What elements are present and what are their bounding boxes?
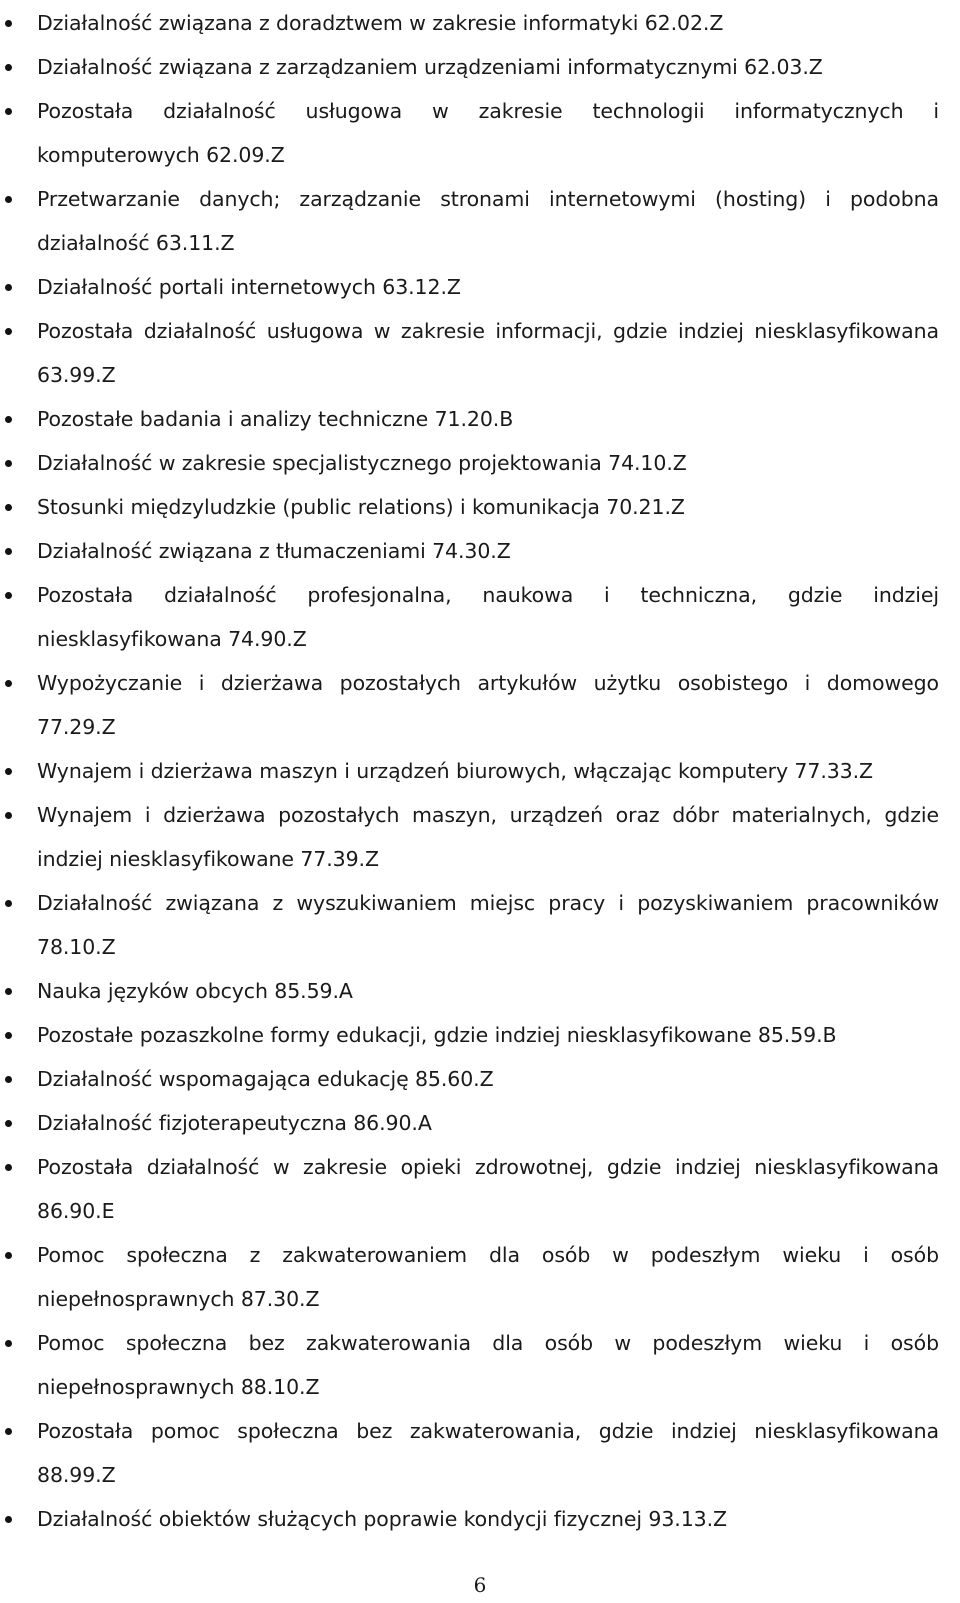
list-item	[37, 1145, 939, 1233]
list-item-text: Działalność portali internetowych 63.12.Z	[37, 275, 461, 299]
bullet-icon	[5, 1252, 12, 1259]
bullet-icon	[5, 988, 12, 995]
list-item	[37, 309, 939, 397]
list-item-text: Pozostała działalność profesjonalna, naukowa i techniczna, gdzie indziej niesklasyfikowana 74.90.Z	[37, 583, 939, 651]
bullet-icon	[5, 812, 12, 819]
list-item-text: Pozostała działalność w zakresie opieki zdrowotnej, gdzie indziej niesklasyfikowana 86.90.E	[37, 1155, 939, 1223]
list-item-text: Działalność wspomagająca edukację 85.60.Z	[37, 1067, 494, 1091]
list-item	[37, 529, 939, 573]
bullet-icon	[5, 1032, 12, 1039]
page-number: 6	[473, 1573, 487, 1597]
list-item-text: Działalność obiektów służących poprawie kondycji fizycznej 93.13.Z	[37, 1507, 727, 1531]
list-item-text: Wypożyczanie i dzierżawa pozostałych artykułów użytku osobistego i domowego 77.29.Z	[37, 671, 939, 739]
list-item-text: Wynajem i dzierżawa maszyn i urządzeń biurowych, włączając komputery 77.33.Z	[37, 759, 873, 783]
list-item-text: Działalność w zakresie specjalistycznego projektowania 74.10.Z	[37, 451, 687, 475]
bullet-icon	[5, 680, 12, 687]
list-item	[37, 177, 939, 265]
list-item	[37, 1013, 939, 1057]
bullet-icon	[5, 1340, 12, 1347]
bullet-icon	[5, 548, 12, 555]
list-item-text: Stosunki międzyludzkie (public relations) i komunikacja 70.21.Z	[37, 495, 685, 519]
list-item	[37, 1321, 939, 1409]
list-item-text: Pozostała działalność usługowa w zakresie technologii informatycznych i komputerowych 62.09.Z	[37, 99, 939, 167]
list-item	[37, 89, 939, 177]
bullet-icon	[5, 1120, 12, 1127]
list-item	[37, 573, 939, 661]
list-item	[37, 749, 939, 793]
list-item	[37, 441, 939, 485]
list-item-text: Nauka języków obcych 85.59.A	[37, 979, 353, 1003]
activity-list	[37, 1, 939, 1541]
bullet-icon	[5, 1076, 12, 1083]
list-item-text: Działalność związana z doradztwem w zakresie informatyki 62.02.Z	[37, 11, 724, 35]
list-item	[37, 265, 939, 309]
list-item	[37, 1, 939, 45]
list-item-text: Przetwarzanie danych; zarządzanie stronami internetowymi (hosting) i podobna działalność 63.11.Z	[37, 187, 939, 255]
list-item-text: Działalność fizjoterapeutyczna 86.90.A	[37, 1111, 432, 1135]
bullet-icon	[5, 1428, 12, 1435]
list-item	[37, 1101, 939, 1145]
list-item-text: Działalność związana z tłumaczeniami 74.30.Z	[37, 539, 511, 563]
list-item-text: Działalność związana z wyszukiwaniem miejsc pracy i pozyskiwaniem pracowników 78.10.Z	[37, 891, 939, 959]
bullet-icon	[5, 768, 12, 775]
bullet-icon	[5, 1516, 12, 1523]
list-item-text: Pozostałe pozaszkolne formy edukacji, gdzie indziej niesklasyfikowane 85.59.B	[37, 1023, 837, 1047]
list-item-text: Pomoc społeczna z zakwaterowaniem dla osób w podeszłym wieku i osób niepełnosprawnych 87.30.Z	[37, 1243, 939, 1311]
bullet-icon	[5, 284, 12, 291]
list-item	[37, 969, 939, 1013]
list-item	[37, 397, 939, 441]
list-item-text: Działalność związana z zarządzaniem urządzeniami informatycznymi 62.03.Z	[37, 55, 823, 79]
list-item	[37, 485, 939, 529]
list-item	[37, 1497, 939, 1541]
bullet-icon	[5, 20, 12, 27]
bullet-icon	[5, 460, 12, 467]
list-item	[37, 793, 939, 881]
bullet-icon	[5, 196, 12, 203]
list-item-text: Pozostała działalność usługowa w zakresie informacji, gdzie indziej niesklasyfikowana 63.99.Z	[37, 319, 939, 387]
list-item-text: Pozostała pomoc społeczna bez zakwaterowania, gdzie indziej niesklasyfikowana 88.99.Z	[37, 1419, 939, 1487]
list-item-text: Wynajem i dzierżawa pozostałych maszyn, urządzeń oraz dóbr materialnych, gdzie indziej niesklasyfikowane 77.39.Z	[37, 803, 939, 871]
list-item	[37, 661, 939, 749]
list-item	[37, 1057, 939, 1101]
list-item-text: Pomoc społeczna bez zakwaterowania dla osób w podeszłym wieku i osób niepełnosprawnych 88.10.Z	[37, 1331, 939, 1399]
bullet-icon	[5, 108, 12, 115]
bullet-icon	[5, 416, 12, 423]
bullet-icon	[5, 64, 12, 71]
list-item	[37, 45, 939, 89]
list-item	[37, 1233, 939, 1321]
bullet-icon	[5, 504, 12, 511]
bullet-icon	[5, 1164, 12, 1171]
list-item-text: Pozostałe badania i analizy techniczne 71.20.B	[37, 407, 514, 431]
list-item	[37, 881, 939, 969]
bullet-icon	[5, 592, 12, 599]
bullet-icon	[5, 328, 12, 335]
list-item	[37, 1409, 939, 1497]
bullet-icon	[5, 900, 12, 907]
